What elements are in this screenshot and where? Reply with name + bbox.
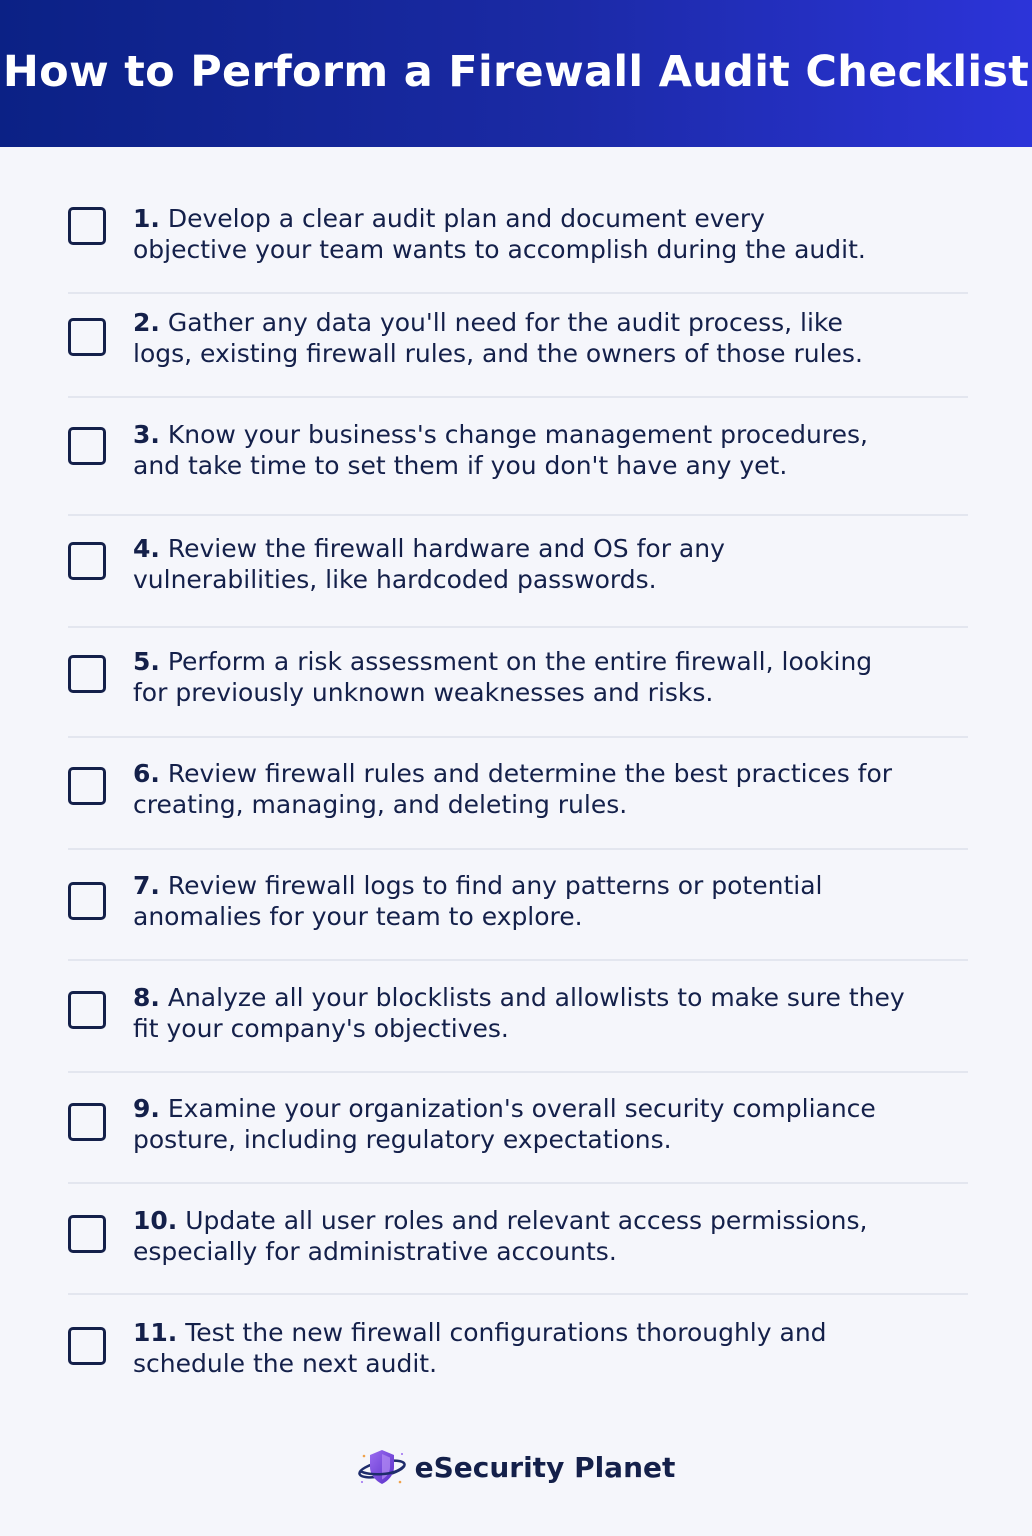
checkbox[interactable] (68, 318, 106, 356)
checkbox[interactable] (68, 767, 106, 805)
item-text (133, 758, 993, 820)
item-line-1: Update all user roles and relevant access permissions, (177, 1206, 868, 1235)
brand-logo (357, 1446, 676, 1488)
item-text (133, 307, 993, 369)
divider (68, 848, 968, 850)
item-line-2: creating, managing, and deleting rules. (133, 790, 628, 819)
item-line-1: Gather any data you'll need for the audit process, like (159, 308, 843, 337)
item-line-1: Review the firewall hardware and OS for any (159, 534, 725, 563)
divider (68, 736, 968, 738)
item-line-2: and take time to set them if you don't have any yet. (133, 451, 788, 480)
item-line-2: logs, existing firewall rules, and the owners of those rules. (133, 339, 863, 368)
footer (0, 1440, 1032, 1494)
item-number: 10. (133, 1206, 178, 1235)
checkbox[interactable] (68, 542, 106, 580)
page-header (0, 0, 1032, 147)
divider (68, 626, 968, 628)
checkbox[interactable] (68, 1103, 106, 1141)
divider (68, 396, 968, 398)
item-text (133, 1317, 993, 1379)
item-number: 8. (133, 983, 160, 1012)
item-text (133, 870, 993, 932)
item-number: 3. (133, 420, 160, 449)
item-number: 2. (133, 308, 160, 337)
item-line-1: Review firewall rules and determine the best practices for (159, 759, 893, 788)
item-number: 5. (133, 647, 160, 676)
shield-planet-logo-icon (357, 1446, 407, 1488)
checkbox[interactable] (68, 1327, 106, 1365)
item-number: 9. (133, 1094, 160, 1123)
divider (68, 1293, 968, 1295)
item-line-1: Know your business's change management procedures, (159, 420, 868, 449)
checkbox[interactable] (68, 991, 106, 1029)
item-text (133, 1093, 993, 1155)
checkbox[interactable] (68, 207, 106, 245)
divider (68, 1182, 968, 1184)
item-text (133, 982, 993, 1044)
divider (68, 292, 968, 294)
item-line-1: Analyze all your blocklists and allowlists to make sure they (159, 983, 905, 1012)
item-line-2: anomalies for your team to explore. (133, 902, 583, 931)
item-number: 4. (133, 534, 160, 563)
brand-name: eSecurity Planet (414, 1450, 676, 1484)
checkbox[interactable] (68, 882, 106, 920)
divider (68, 514, 968, 516)
item-number: 7. (133, 871, 160, 900)
item-line-2: objective your team wants to accomplish during the audit. (133, 235, 866, 264)
item-line-2: schedule the next audit. (133, 1349, 438, 1378)
item-text (133, 646, 993, 708)
item-line-2: especially for administrative accounts. (133, 1237, 617, 1266)
item-number: 11. (133, 1318, 178, 1347)
item-line-1: Develop a clear audit plan and document every (159, 204, 765, 233)
item-line-2: fit your company's objectives. (133, 1014, 509, 1043)
item-line-1: Test the new firewall configurations thoroughly and (177, 1318, 827, 1347)
item-line-1: Review firewall logs to find any patterns or potential (159, 871, 823, 900)
divider (68, 1071, 968, 1073)
item-line-1: Perform a risk assessment on the entire firewall, looking (159, 647, 873, 676)
checkbox[interactable] (68, 655, 106, 693)
checkbox[interactable] (68, 427, 106, 465)
item-line-2: posture, including regulatory expectations. (133, 1125, 672, 1154)
page-title: How to Perform a Firewall Audit Checklist (2, 46, 1030, 97)
item-number: 6. (133, 759, 160, 788)
divider (68, 959, 968, 961)
item-text (133, 419, 993, 481)
item-number: 1. (133, 204, 160, 233)
item-line-1: Examine your organization's overall security compliance (159, 1094, 876, 1123)
item-line-2: for previously unknown weaknesses and risks. (133, 678, 714, 707)
item-line-2: vulnerabilities, like hardcoded passwords. (133, 565, 657, 594)
checkbox[interactable] (68, 1215, 106, 1253)
item-text (133, 203, 993, 265)
item-text (133, 1205, 993, 1267)
item-text (133, 533, 993, 595)
